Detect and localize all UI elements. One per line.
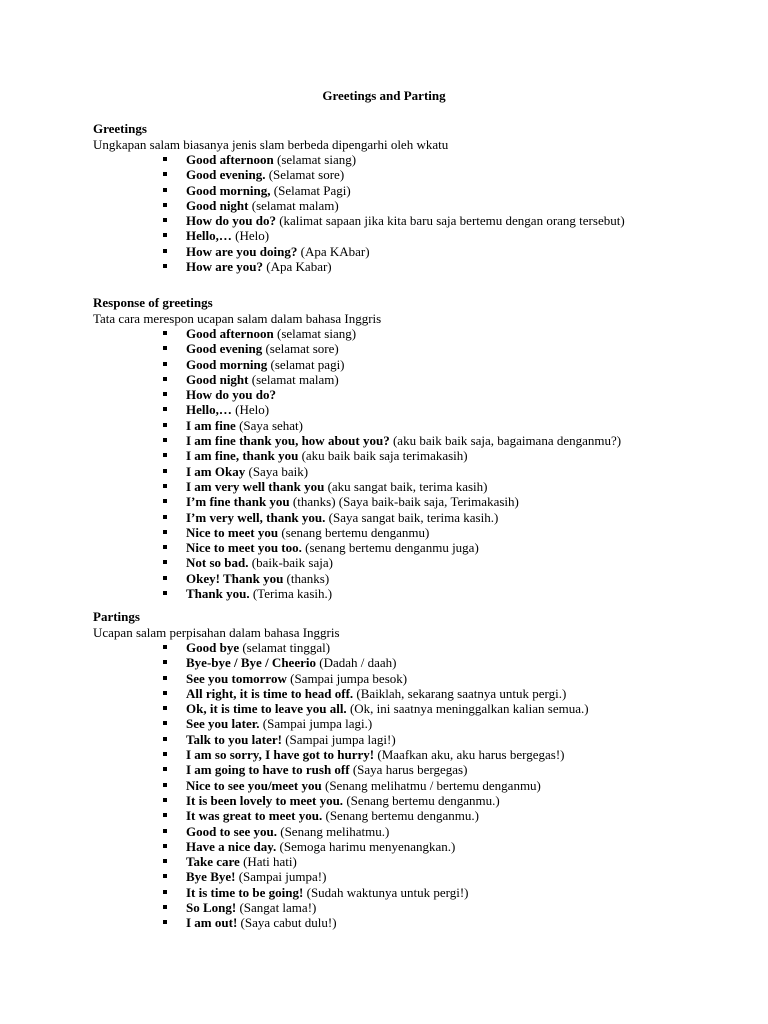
phrase-english: Good night bbox=[186, 197, 249, 213]
phrase-english: Nice to meet you too. bbox=[186, 540, 302, 556]
phrase-translation: (Senang melihatmu.) bbox=[277, 823, 390, 839]
section-heading: Greetings bbox=[93, 121, 147, 136]
list-item bbox=[93, 152, 733, 167]
phrase-english: Hello,… bbox=[186, 228, 232, 244]
phrase-english: I am so sorry, I have got to hurry! bbox=[186, 747, 375, 763]
phrase-english: Okey! Thank you bbox=[186, 570, 284, 586]
page-title: Greetings and Parting bbox=[322, 88, 446, 103]
phrase-english: I am out! bbox=[186, 915, 238, 931]
phrase-translation: (aku sangat baik, terima kasih) bbox=[324, 478, 488, 494]
phrase-english: It was great to meet you. bbox=[186, 808, 323, 824]
section-greetings bbox=[93, 121, 733, 274]
list-item bbox=[93, 213, 733, 228]
phrase-english: It is been lovely to meet you. bbox=[186, 792, 344, 808]
phrase-translation: (Sampai jumpa lagi.) bbox=[259, 716, 373, 732]
section-intro: Ucapan salam perpisahan dalam bahasa Inggris bbox=[93, 625, 340, 640]
phrase-translation: (thanks) (Saya baik-baik saja, Terimakasih) bbox=[289, 494, 519, 510]
phrase-english: I am fine thank you, how about you? bbox=[186, 433, 390, 449]
list-item bbox=[93, 900, 733, 915]
list-item bbox=[93, 402, 733, 417]
phrase-english: Hello,… bbox=[186, 402, 232, 418]
phrase-english: Take care bbox=[186, 854, 240, 870]
phrase-english: Bye Bye! bbox=[186, 869, 236, 885]
phrase-english: Thank you. bbox=[186, 586, 250, 602]
list-item bbox=[93, 448, 733, 463]
list-item bbox=[93, 701, 733, 716]
list-item bbox=[93, 228, 733, 243]
phrase-english: See you later. bbox=[186, 716, 260, 732]
phrase-translation: (selamat sore) bbox=[262, 341, 339, 357]
phrase-list bbox=[93, 152, 733, 274]
list-item bbox=[93, 372, 733, 387]
list-item bbox=[93, 793, 733, 808]
phrase-english: I am fine, thank you bbox=[186, 448, 299, 464]
list-item bbox=[93, 494, 733, 509]
phrase-translation: (Senang bertemu denganmu.) bbox=[322, 808, 479, 824]
phrase-translation: (selamat malam) bbox=[248, 197, 339, 213]
phrase-english: Good afternoon bbox=[186, 152, 274, 167]
phrase-translation: (Terima kasih.) bbox=[249, 586, 333, 602]
list-item bbox=[93, 686, 733, 701]
list-item bbox=[93, 244, 733, 259]
phrase-english: Nice to meet you bbox=[186, 524, 279, 540]
phrase-translation: (Baiklah, sekarang saatnya untuk pergi.) bbox=[353, 685, 567, 701]
phrase-english: Nice to see you/meet you bbox=[186, 777, 322, 793]
phrase-english: How do you do? bbox=[186, 213, 276, 229]
phrase-english: I’m very well, thank you. bbox=[186, 509, 326, 525]
phrase-translation: (Saya cabut dulu!) bbox=[237, 915, 337, 931]
phrase-translation: (Saya baik) bbox=[245, 463, 309, 479]
phrase-translation: (baik-baik saja) bbox=[248, 555, 333, 571]
list-item bbox=[93, 433, 733, 448]
phrase-translation: (Saya harus bergegas) bbox=[349, 762, 468, 778]
phrase-english: Not so bad. bbox=[186, 555, 249, 571]
phrase-english: I am very well thank you bbox=[186, 478, 325, 494]
phrase-english: Good night bbox=[186, 371, 249, 387]
section-intro: Ungkapan salam biasanya jenis slam berbeda dipengarhi oleh wkatu bbox=[93, 137, 449, 152]
phrase-english: Good morning, bbox=[186, 182, 271, 198]
phrase-translation: (Apa KAbar) bbox=[297, 243, 370, 259]
phrase-english: Good evening. bbox=[186, 167, 266, 183]
phrase-translation: (Sampai jumpa lagi!) bbox=[281, 731, 396, 747]
phrase-translation: (Saya sangat baik, terima kasih.) bbox=[325, 509, 499, 525]
phrase-english: I am Okay bbox=[186, 463, 246, 479]
phrase-english: Ok, it is time to leave you all. bbox=[186, 701, 347, 717]
list-item bbox=[93, 655, 733, 670]
list-item bbox=[93, 762, 733, 777]
phrase-list bbox=[93, 326, 733, 601]
section-heading: Response of greetings bbox=[93, 295, 213, 310]
phrase-translation: (selamat siang) bbox=[273, 326, 357, 341]
list-item bbox=[93, 716, 733, 731]
list-item bbox=[93, 525, 733, 540]
phrase-translation: (Helo) bbox=[231, 228, 270, 244]
phrase-translation: (senang bertemu denganmu) bbox=[278, 524, 430, 540]
list-item bbox=[93, 869, 733, 884]
list-item bbox=[93, 824, 733, 839]
phrase-translation: (aku baik baik saja terimakasih) bbox=[298, 448, 468, 464]
phrase-translation: (Hati hati) bbox=[239, 854, 297, 870]
phrase-translation: (Senang bertemu denganmu.) bbox=[343, 792, 500, 808]
phrase-translation: (Dadah / daah) bbox=[315, 655, 397, 671]
list-item bbox=[93, 915, 733, 930]
phrase-english: Bye-bye / Bye / Cheerio bbox=[186, 655, 316, 671]
phrase-translation: (selamat tinggal) bbox=[239, 640, 331, 655]
list-item bbox=[93, 839, 733, 854]
list-item bbox=[93, 640, 733, 655]
list-item bbox=[93, 167, 733, 182]
phrase-english: Good morning bbox=[186, 356, 268, 372]
phrase-translation: (Helo) bbox=[231, 402, 270, 418]
list-item bbox=[93, 183, 733, 198]
phrase-translation: (thanks) bbox=[283, 570, 330, 586]
list-item bbox=[93, 571, 733, 586]
list-item bbox=[93, 326, 733, 341]
list-item bbox=[93, 778, 733, 793]
phrase-translation: (Selamat Pagi) bbox=[270, 182, 351, 198]
phrase-english: Talk to you later! bbox=[186, 731, 282, 747]
phrase-translation: (kalimat sapaan jika kita baru saja bertemu dengan orang tersebut) bbox=[275, 213, 625, 229]
phrase-english: All right, it is time to head off. bbox=[186, 685, 354, 701]
list-item bbox=[93, 540, 733, 555]
list-item bbox=[93, 464, 733, 479]
phrase-english: So Long! bbox=[186, 900, 237, 916]
phrase-translation: (Sampai jumpa!) bbox=[235, 869, 327, 885]
section-heading: Partings bbox=[93, 609, 140, 624]
phrase-translation: (Sangat lama!) bbox=[236, 900, 317, 916]
list-item bbox=[93, 341, 733, 356]
phrase-english: How are you? bbox=[186, 259, 264, 275]
phrase-english: I’m fine thank you bbox=[186, 494, 290, 510]
phrase-translation: (Sampai jumpa besok) bbox=[286, 670, 408, 686]
list-item bbox=[93, 671, 733, 686]
phrase-translation: (Maafkan aku, aku harus bergegas!) bbox=[374, 747, 565, 763]
phrase-translation: (Selamat sore) bbox=[265, 167, 345, 183]
list-item bbox=[93, 198, 733, 213]
phrase-translation: (Ok, ini saatnya meninggalkan kalian semua.) bbox=[346, 701, 589, 717]
list-item bbox=[93, 357, 733, 372]
phrase-english: Have a nice day. bbox=[186, 838, 277, 854]
list-item bbox=[93, 808, 733, 823]
phrase-english: See you tomorrow bbox=[186, 670, 287, 686]
phrase-translation: (Sudah waktunya untuk pergi!) bbox=[303, 884, 469, 900]
list-item bbox=[93, 418, 733, 433]
list-item bbox=[93, 747, 733, 762]
list-item bbox=[93, 555, 733, 570]
phrase-english: How do you do? bbox=[186, 387, 276, 403]
phrase-english: Good bye bbox=[186, 640, 240, 655]
phrase-translation: (selamat siang) bbox=[273, 152, 357, 167]
phrase-english: Good afternoon bbox=[186, 326, 274, 341]
list-item bbox=[93, 510, 733, 525]
list-item bbox=[93, 885, 733, 900]
list-item bbox=[93, 854, 733, 869]
phrase-list bbox=[93, 640, 733, 931]
list-item bbox=[93, 259, 733, 274]
phrase-translation: (Semoga harimu menyenangkan.) bbox=[276, 838, 456, 854]
phrase-translation: (senang bertemu denganmu juga) bbox=[301, 540, 479, 556]
section-intro: Tata cara merespon ucapan salam dalam bahasa Inggris bbox=[93, 311, 382, 326]
phrase-english: How are you doing? bbox=[186, 243, 298, 259]
phrase-english: I am going to have to rush off bbox=[186, 762, 350, 778]
phrase-english: Good evening bbox=[186, 341, 263, 357]
phrase-translation: (Saya sehat) bbox=[235, 417, 303, 433]
phrase-english: Good to see you. bbox=[186, 823, 277, 839]
list-item bbox=[93, 732, 733, 747]
section-partings bbox=[93, 609, 733, 931]
list-item bbox=[93, 586, 733, 601]
phrase-translation: (Senang melihatmu / bertemu denganmu) bbox=[321, 777, 541, 793]
list-item bbox=[93, 479, 733, 494]
phrase-translation: (selamat pagi) bbox=[267, 356, 345, 372]
phrase-translation: (aku baik baik saja, bagaimana denganmu?) bbox=[389, 433, 622, 449]
phrase-english: It is time to be going! bbox=[186, 884, 304, 900]
section-response-of-greetings bbox=[93, 295, 733, 601]
phrase-translation: (Apa Kabar) bbox=[263, 259, 332, 275]
phrase-translation: (selamat malam) bbox=[248, 371, 339, 387]
phrase-english: I am fine bbox=[186, 417, 236, 433]
list-item bbox=[93, 387, 733, 402]
